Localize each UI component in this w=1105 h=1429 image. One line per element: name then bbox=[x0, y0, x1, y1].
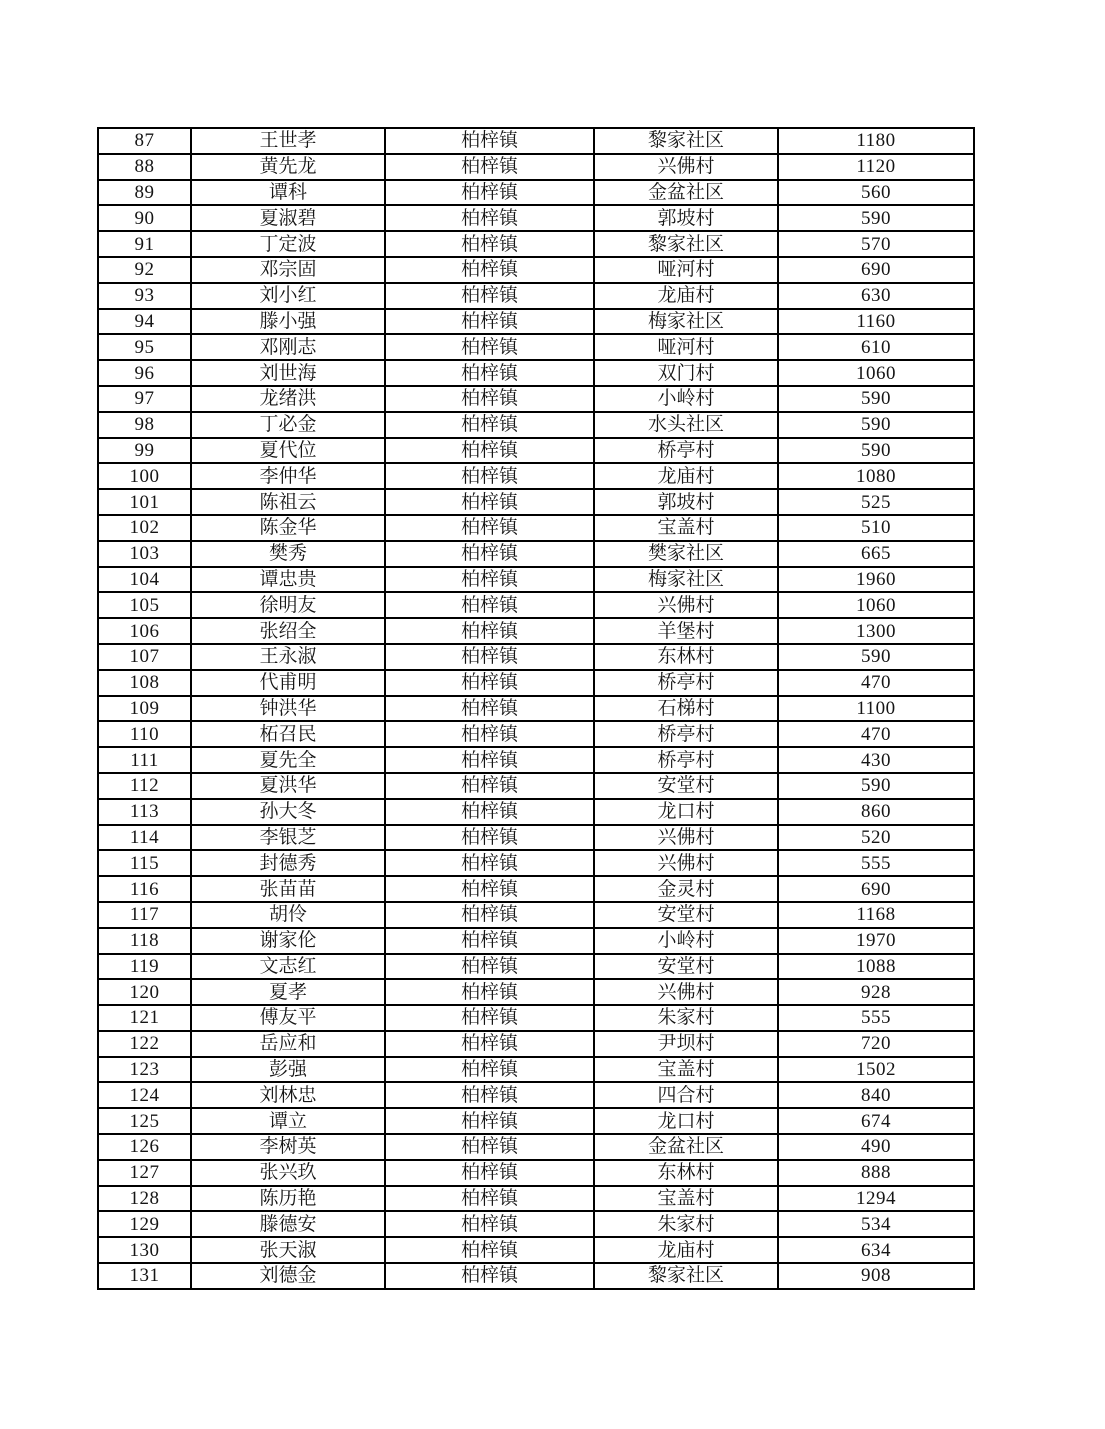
cell-person-name: 刘林忠 bbox=[191, 1082, 385, 1108]
cell-row-number: 106 bbox=[98, 618, 191, 644]
cell-amount: 520 bbox=[778, 825, 974, 851]
cell-village: 宝盖村 bbox=[594, 1057, 778, 1083]
table-row bbox=[98, 360, 974, 386]
cell-town: 柏梓镇 bbox=[385, 902, 594, 928]
cell-village: 龙庙村 bbox=[594, 1237, 778, 1263]
cell-person-name: 张天淑 bbox=[191, 1237, 385, 1263]
cell-row-number: 115 bbox=[98, 850, 191, 876]
cell-row-number: 119 bbox=[98, 954, 191, 980]
cell-amount: 1060 bbox=[778, 360, 974, 386]
cell-row-number: 104 bbox=[98, 567, 191, 593]
cell-town: 柏梓镇 bbox=[385, 283, 594, 309]
cell-amount: 1502 bbox=[778, 1057, 974, 1083]
cell-town: 柏梓镇 bbox=[385, 1031, 594, 1057]
cell-row-number: 87 bbox=[98, 128, 191, 154]
table-row bbox=[98, 567, 974, 593]
cell-person-name: 邓宗固 bbox=[191, 257, 385, 283]
cell-town: 柏梓镇 bbox=[385, 438, 594, 464]
cell-person-name: 傅友平 bbox=[191, 1005, 385, 1031]
table-row bbox=[98, 1237, 974, 1263]
cell-town: 柏梓镇 bbox=[385, 670, 594, 696]
cell-amount: 1294 bbox=[778, 1186, 974, 1212]
cell-row-number: 92 bbox=[98, 257, 191, 283]
table-row bbox=[98, 412, 974, 438]
cell-amount: 470 bbox=[778, 670, 974, 696]
cell-person-name: 滕小强 bbox=[191, 309, 385, 335]
cell-village: 朱家村 bbox=[594, 1211, 778, 1237]
cell-village: 桥亭村 bbox=[594, 670, 778, 696]
cell-town: 柏梓镇 bbox=[385, 1211, 594, 1237]
cell-amount: 1160 bbox=[778, 309, 974, 335]
cell-row-number: 107 bbox=[98, 644, 191, 670]
cell-row-number: 111 bbox=[98, 747, 191, 773]
cell-person-name: 钟洪华 bbox=[191, 696, 385, 722]
cell-person-name: 胡伶 bbox=[191, 902, 385, 928]
cell-town: 柏梓镇 bbox=[385, 592, 594, 618]
cell-town: 柏梓镇 bbox=[385, 1237, 594, 1263]
table-row bbox=[98, 1134, 974, 1160]
cell-village: 桥亭村 bbox=[594, 438, 778, 464]
cell-person-name: 樊秀 bbox=[191, 541, 385, 567]
cell-amount: 928 bbox=[778, 979, 974, 1005]
cell-village: 石梯村 bbox=[594, 696, 778, 722]
cell-amount: 590 bbox=[778, 644, 974, 670]
cell-village: 黎家社区 bbox=[594, 128, 778, 154]
cell-person-name: 刘德金 bbox=[191, 1263, 385, 1289]
cell-amount: 510 bbox=[778, 515, 974, 541]
cell-amount: 860 bbox=[778, 799, 974, 825]
cell-town: 柏梓镇 bbox=[385, 386, 594, 412]
cell-amount: 590 bbox=[778, 773, 974, 799]
cell-row-number: 120 bbox=[98, 979, 191, 1005]
table-row bbox=[98, 850, 974, 876]
cell-person-name: 张苗苗 bbox=[191, 876, 385, 902]
cell-row-number: 103 bbox=[98, 541, 191, 567]
cell-person-name: 张绍全 bbox=[191, 618, 385, 644]
cell-amount: 690 bbox=[778, 876, 974, 902]
cell-row-number: 128 bbox=[98, 1186, 191, 1212]
cell-village: 梅家社区 bbox=[594, 309, 778, 335]
cell-town: 柏梓镇 bbox=[385, 876, 594, 902]
cell-person-name: 龙绪洪 bbox=[191, 386, 385, 412]
cell-amount: 534 bbox=[778, 1211, 974, 1237]
table-row bbox=[98, 386, 974, 412]
cell-village: 桥亭村 bbox=[594, 721, 778, 747]
cell-person-name: 谭立 bbox=[191, 1108, 385, 1134]
cell-amount: 560 bbox=[778, 180, 974, 206]
table-row bbox=[98, 1005, 974, 1031]
cell-amount: 570 bbox=[778, 231, 974, 257]
cell-row-number: 121 bbox=[98, 1005, 191, 1031]
cell-village: 安堂村 bbox=[594, 902, 778, 928]
cell-person-name: 夏代位 bbox=[191, 438, 385, 464]
cell-person-name: 谢家伦 bbox=[191, 928, 385, 954]
cell-town: 柏梓镇 bbox=[385, 1134, 594, 1160]
cell-amount: 888 bbox=[778, 1160, 974, 1186]
table-row bbox=[98, 618, 974, 644]
cell-person-name: 陈历艳 bbox=[191, 1186, 385, 1212]
cell-row-number: 125 bbox=[98, 1108, 191, 1134]
cell-amount: 555 bbox=[778, 1005, 974, 1031]
table-row bbox=[98, 231, 974, 257]
cell-town: 柏梓镇 bbox=[385, 1160, 594, 1186]
table-row bbox=[98, 799, 974, 825]
cell-row-number: 130 bbox=[98, 1237, 191, 1263]
table-row bbox=[98, 644, 974, 670]
cell-village: 龙口村 bbox=[594, 799, 778, 825]
cell-town: 柏梓镇 bbox=[385, 928, 594, 954]
cell-town: 柏梓镇 bbox=[385, 567, 594, 593]
cell-village: 黎家社区 bbox=[594, 231, 778, 257]
table-row bbox=[98, 902, 974, 928]
cell-town: 柏梓镇 bbox=[385, 128, 594, 154]
cell-amount: 1970 bbox=[778, 928, 974, 954]
cell-town: 柏梓镇 bbox=[385, 541, 594, 567]
table-row bbox=[98, 747, 974, 773]
cell-person-name: 王永淑 bbox=[191, 644, 385, 670]
cell-row-number: 105 bbox=[98, 592, 191, 618]
cell-amount: 908 bbox=[778, 1263, 974, 1289]
table-row bbox=[98, 257, 974, 283]
cell-amount: 590 bbox=[778, 438, 974, 464]
cell-row-number: 123 bbox=[98, 1057, 191, 1083]
table-row bbox=[98, 1057, 974, 1083]
cell-amount: 1180 bbox=[778, 128, 974, 154]
cell-village: 龙口村 bbox=[594, 1108, 778, 1134]
cell-amount: 1168 bbox=[778, 902, 974, 928]
cell-amount: 674 bbox=[778, 1108, 974, 1134]
cell-amount: 840 bbox=[778, 1082, 974, 1108]
table-row bbox=[98, 773, 974, 799]
table-row bbox=[98, 928, 974, 954]
cell-person-name: 陈金华 bbox=[191, 515, 385, 541]
cell-village: 双门村 bbox=[594, 360, 778, 386]
cell-town: 柏梓镇 bbox=[385, 1263, 594, 1289]
table-row bbox=[98, 309, 974, 335]
cell-row-number: 129 bbox=[98, 1211, 191, 1237]
cell-person-name: 王世孝 bbox=[191, 128, 385, 154]
cell-village: 安堂村 bbox=[594, 773, 778, 799]
cell-person-name: 孙大冬 bbox=[191, 799, 385, 825]
cell-town: 柏梓镇 bbox=[385, 489, 594, 515]
cell-village: 梅家社区 bbox=[594, 567, 778, 593]
cell-town: 柏梓镇 bbox=[385, 231, 594, 257]
cell-town: 柏梓镇 bbox=[385, 1108, 594, 1134]
cell-town: 柏梓镇 bbox=[385, 205, 594, 231]
cell-amount: 610 bbox=[778, 334, 974, 360]
cell-village: 龙庙村 bbox=[594, 463, 778, 489]
cell-person-name: 谭科 bbox=[191, 180, 385, 206]
cell-person-name: 邓刚志 bbox=[191, 334, 385, 360]
cell-row-number: 116 bbox=[98, 876, 191, 902]
cell-row-number: 109 bbox=[98, 696, 191, 722]
table-row bbox=[98, 696, 974, 722]
cell-village: 樊家社区 bbox=[594, 541, 778, 567]
cell-person-name: 李仲华 bbox=[191, 463, 385, 489]
cell-village: 哑河村 bbox=[594, 334, 778, 360]
cell-person-name: 李银芝 bbox=[191, 825, 385, 851]
cell-row-number: 99 bbox=[98, 438, 191, 464]
roster-table bbox=[97, 127, 975, 1290]
cell-village: 尹坝村 bbox=[594, 1031, 778, 1057]
cell-person-name: 夏洪华 bbox=[191, 773, 385, 799]
cell-row-number: 117 bbox=[98, 902, 191, 928]
cell-village: 宝盖村 bbox=[594, 515, 778, 541]
cell-village: 金盆社区 bbox=[594, 1134, 778, 1160]
table-row bbox=[98, 1263, 974, 1289]
table-row bbox=[98, 463, 974, 489]
cell-person-name: 彭强 bbox=[191, 1057, 385, 1083]
cell-village: 四合村 bbox=[594, 1082, 778, 1108]
cell-village: 兴佛村 bbox=[594, 592, 778, 618]
cell-town: 柏梓镇 bbox=[385, 515, 594, 541]
cell-row-number: 124 bbox=[98, 1082, 191, 1108]
cell-row-number: 98 bbox=[98, 412, 191, 438]
cell-town: 柏梓镇 bbox=[385, 334, 594, 360]
cell-person-name: 谭忠贵 bbox=[191, 567, 385, 593]
table-row bbox=[98, 128, 974, 154]
cell-amount: 1060 bbox=[778, 592, 974, 618]
cell-person-name: 张兴玖 bbox=[191, 1160, 385, 1186]
cell-amount: 590 bbox=[778, 386, 974, 412]
cell-amount: 720 bbox=[778, 1031, 974, 1057]
cell-amount: 430 bbox=[778, 747, 974, 773]
cell-town: 柏梓镇 bbox=[385, 773, 594, 799]
table-row bbox=[98, 954, 974, 980]
cell-town: 柏梓镇 bbox=[385, 799, 594, 825]
cell-village: 朱家村 bbox=[594, 1005, 778, 1031]
cell-amount: 590 bbox=[778, 412, 974, 438]
cell-row-number: 108 bbox=[98, 670, 191, 696]
cell-person-name: 丁必金 bbox=[191, 412, 385, 438]
cell-person-name: 岳应和 bbox=[191, 1031, 385, 1057]
cell-row-number: 110 bbox=[98, 721, 191, 747]
cell-amount: 1960 bbox=[778, 567, 974, 593]
cell-town: 柏梓镇 bbox=[385, 721, 594, 747]
cell-amount: 634 bbox=[778, 1237, 974, 1263]
cell-amount: 1120 bbox=[778, 154, 974, 180]
cell-person-name: 夏孝 bbox=[191, 979, 385, 1005]
cell-village: 黎家社区 bbox=[594, 1263, 778, 1289]
cell-person-name: 陈祖云 bbox=[191, 489, 385, 515]
cell-village: 小岭村 bbox=[594, 928, 778, 954]
cell-town: 柏梓镇 bbox=[385, 360, 594, 386]
cell-person-name: 黄先龙 bbox=[191, 154, 385, 180]
cell-amount: 470 bbox=[778, 721, 974, 747]
cell-person-name: 丁定波 bbox=[191, 231, 385, 257]
cell-person-name: 刘小红 bbox=[191, 283, 385, 309]
table-row bbox=[98, 670, 974, 696]
cell-town: 柏梓镇 bbox=[385, 825, 594, 851]
cell-village: 东林村 bbox=[594, 1160, 778, 1186]
cell-town: 柏梓镇 bbox=[385, 850, 594, 876]
cell-village: 兴佛村 bbox=[594, 154, 778, 180]
cell-amount: 690 bbox=[778, 257, 974, 283]
table-row bbox=[98, 1160, 974, 1186]
cell-person-name: 柘召民 bbox=[191, 721, 385, 747]
cell-town: 柏梓镇 bbox=[385, 463, 594, 489]
table-row bbox=[98, 1031, 974, 1057]
cell-amount: 590 bbox=[778, 205, 974, 231]
cell-row-number: 88 bbox=[98, 154, 191, 180]
cell-person-name: 夏先全 bbox=[191, 747, 385, 773]
table-row bbox=[98, 515, 974, 541]
table-row bbox=[98, 825, 974, 851]
cell-row-number: 93 bbox=[98, 283, 191, 309]
cell-village: 兴佛村 bbox=[594, 825, 778, 851]
cell-row-number: 122 bbox=[98, 1031, 191, 1057]
cell-row-number: 95 bbox=[98, 334, 191, 360]
cell-row-number: 113 bbox=[98, 799, 191, 825]
cell-row-number: 97 bbox=[98, 386, 191, 412]
cell-village: 金盆社区 bbox=[594, 180, 778, 206]
table-row bbox=[98, 721, 974, 747]
cell-town: 柏梓镇 bbox=[385, 1082, 594, 1108]
table-row bbox=[98, 334, 974, 360]
cell-town: 柏梓镇 bbox=[385, 1005, 594, 1031]
cell-person-name: 封德秀 bbox=[191, 850, 385, 876]
table-row bbox=[98, 541, 974, 567]
cell-amount: 1088 bbox=[778, 954, 974, 980]
cell-village: 安堂村 bbox=[594, 954, 778, 980]
cell-person-name: 滕德安 bbox=[191, 1211, 385, 1237]
cell-village: 兴佛村 bbox=[594, 979, 778, 1005]
cell-village: 桥亭村 bbox=[594, 747, 778, 773]
cell-person-name: 文志红 bbox=[191, 954, 385, 980]
cell-town: 柏梓镇 bbox=[385, 257, 594, 283]
cell-row-number: 102 bbox=[98, 515, 191, 541]
cell-person-name: 夏淑碧 bbox=[191, 205, 385, 231]
cell-village: 哑河村 bbox=[594, 257, 778, 283]
cell-village: 郭坡村 bbox=[594, 205, 778, 231]
cell-village: 水头社区 bbox=[594, 412, 778, 438]
cell-town: 柏梓镇 bbox=[385, 1186, 594, 1212]
cell-town: 柏梓镇 bbox=[385, 412, 594, 438]
table-row bbox=[98, 1186, 974, 1212]
table-row bbox=[98, 489, 974, 515]
table-row bbox=[98, 205, 974, 231]
cell-village: 小岭村 bbox=[594, 386, 778, 412]
cell-town: 柏梓镇 bbox=[385, 644, 594, 670]
cell-amount: 1300 bbox=[778, 618, 974, 644]
table-row bbox=[98, 283, 974, 309]
cell-village: 兴佛村 bbox=[594, 850, 778, 876]
cell-row-number: 126 bbox=[98, 1134, 191, 1160]
cell-village: 金灵村 bbox=[594, 876, 778, 902]
cell-amount: 525 bbox=[778, 489, 974, 515]
cell-town: 柏梓镇 bbox=[385, 154, 594, 180]
cell-village: 东林村 bbox=[594, 644, 778, 670]
cell-amount: 630 bbox=[778, 283, 974, 309]
table-row bbox=[98, 876, 974, 902]
cell-row-number: 127 bbox=[98, 1160, 191, 1186]
cell-row-number: 94 bbox=[98, 309, 191, 335]
cell-row-number: 118 bbox=[98, 928, 191, 954]
cell-row-number: 96 bbox=[98, 360, 191, 386]
cell-row-number: 101 bbox=[98, 489, 191, 515]
roster-table-body bbox=[98, 128, 974, 1289]
cell-amount: 490 bbox=[778, 1134, 974, 1160]
cell-row-number: 112 bbox=[98, 773, 191, 799]
cell-town: 柏梓镇 bbox=[385, 618, 594, 644]
table-row bbox=[98, 592, 974, 618]
cell-row-number: 91 bbox=[98, 231, 191, 257]
cell-town: 柏梓镇 bbox=[385, 1057, 594, 1083]
table-row bbox=[98, 438, 974, 464]
cell-town: 柏梓镇 bbox=[385, 979, 594, 1005]
cell-village: 龙庙村 bbox=[594, 283, 778, 309]
cell-village: 郭坡村 bbox=[594, 489, 778, 515]
cell-village: 宝盖村 bbox=[594, 1186, 778, 1212]
cell-row-number: 131 bbox=[98, 1263, 191, 1289]
cell-person-name: 代甫明 bbox=[191, 670, 385, 696]
cell-village: 羊堡村 bbox=[594, 618, 778, 644]
cell-amount: 1080 bbox=[778, 463, 974, 489]
cell-row-number: 89 bbox=[98, 180, 191, 206]
table-row bbox=[98, 180, 974, 206]
cell-town: 柏梓镇 bbox=[385, 309, 594, 335]
table-row bbox=[98, 154, 974, 180]
cell-row-number: 90 bbox=[98, 205, 191, 231]
cell-amount: 555 bbox=[778, 850, 974, 876]
table-row bbox=[98, 1108, 974, 1134]
cell-town: 柏梓镇 bbox=[385, 696, 594, 722]
cell-row-number: 100 bbox=[98, 463, 191, 489]
table-row bbox=[98, 1082, 974, 1108]
cell-person-name: 刘世海 bbox=[191, 360, 385, 386]
cell-person-name: 徐明友 bbox=[191, 592, 385, 618]
cell-amount: 1100 bbox=[778, 696, 974, 722]
cell-town: 柏梓镇 bbox=[385, 747, 594, 773]
cell-town: 柏梓镇 bbox=[385, 180, 594, 206]
table-row bbox=[98, 979, 974, 1005]
cell-amount: 665 bbox=[778, 541, 974, 567]
table-row bbox=[98, 1211, 974, 1237]
cell-person-name: 李树英 bbox=[191, 1134, 385, 1160]
cell-row-number: 114 bbox=[98, 825, 191, 851]
cell-town: 柏梓镇 bbox=[385, 954, 594, 980]
